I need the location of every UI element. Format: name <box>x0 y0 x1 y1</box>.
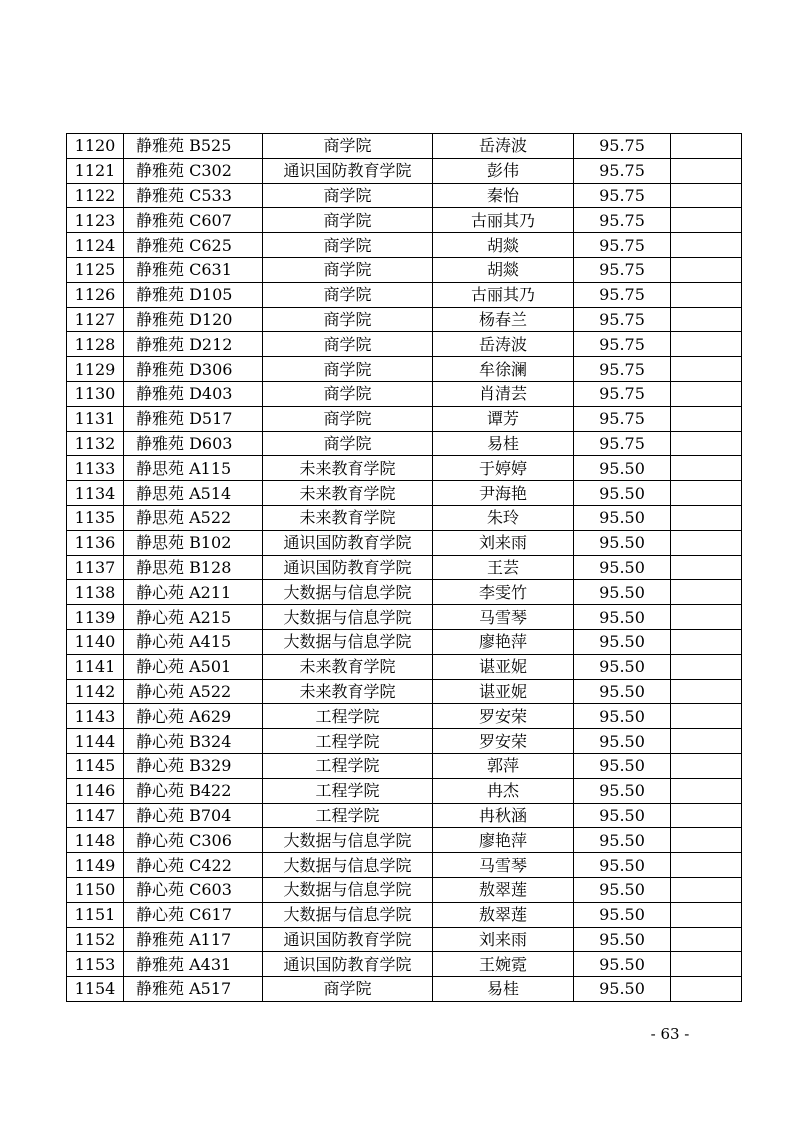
cell-dorm-room: 静雅苑 C302 <box>124 158 263 183</box>
cell-counselor-name: 王芸 <box>433 555 574 580</box>
cell-remark <box>671 629 742 654</box>
cell-counselor-name: 胡燚 <box>433 233 574 258</box>
table-row <box>67 605 742 630</box>
cell-serial-number: 1139 <box>67 605 124 630</box>
cell-counselor-name: 李雯竹 <box>433 580 574 605</box>
cell-remark <box>671 853 742 878</box>
cell-dorm-room: 静雅苑 A117 <box>124 927 263 952</box>
cell-score: 95.75 <box>574 381 671 406</box>
cell-remark <box>671 406 742 431</box>
cell-remark <box>671 729 742 754</box>
cell-dorm-room: 静雅苑 D603 <box>124 431 263 456</box>
cell-score: 95.50 <box>574 505 671 530</box>
cell-remark <box>671 381 742 406</box>
cell-dorm-room: 静雅苑 A517 <box>124 977 263 1002</box>
cell-score: 95.50 <box>574 753 671 778</box>
table-row <box>67 406 742 431</box>
cell-college: 商学院 <box>263 357 433 382</box>
table-row <box>67 332 742 357</box>
cell-dorm-room: 静心苑 B324 <box>124 729 263 754</box>
table-row <box>67 208 742 233</box>
cell-dorm-room: 静思苑 A115 <box>124 456 263 481</box>
dormitory-score-table <box>66 133 742 1002</box>
cell-serial-number: 1121 <box>67 158 124 183</box>
cell-dorm-room: 静心苑 A215 <box>124 605 263 630</box>
cell-counselor-name: 易桂 <box>433 977 574 1002</box>
table-row <box>67 828 742 853</box>
cell-dorm-room: 静心苑 C422 <box>124 853 263 878</box>
cell-dorm-room: 静雅苑 C625 <box>124 233 263 258</box>
cell-college: 通识国防教育学院 <box>263 158 433 183</box>
cell-serial-number: 1140 <box>67 629 124 654</box>
cell-score: 95.50 <box>574 530 671 555</box>
cell-remark <box>671 357 742 382</box>
cell-serial-number: 1128 <box>67 332 124 357</box>
table-row <box>67 927 742 952</box>
cell-dorm-room: 静心苑 A415 <box>124 629 263 654</box>
cell-counselor-name: 冉秋涵 <box>433 803 574 828</box>
table-row <box>67 233 742 258</box>
cell-serial-number: 1129 <box>67 357 124 382</box>
cell-counselor-name: 敖翠莲 <box>433 902 574 927</box>
table-row <box>67 580 742 605</box>
cell-dorm-room: 静雅苑 C607 <box>124 208 263 233</box>
cell-college: 工程学院 <box>263 729 433 754</box>
cell-dorm-room: 静雅苑 D120 <box>124 307 263 332</box>
cell-score: 95.50 <box>574 828 671 853</box>
cell-remark <box>671 654 742 679</box>
cell-counselor-name: 冉杰 <box>433 778 574 803</box>
cell-serial-number: 1145 <box>67 753 124 778</box>
cell-serial-number: 1137 <box>67 555 124 580</box>
cell-college: 商学院 <box>263 406 433 431</box>
table-row <box>67 357 742 382</box>
cell-counselor-name: 郭萍 <box>433 753 574 778</box>
cell-college: 商学院 <box>263 233 433 258</box>
cell-counselor-name: 朱玲 <box>433 505 574 530</box>
cell-college: 大数据与信息学院 <box>263 902 433 927</box>
cell-counselor-name: 彭伟 <box>433 158 574 183</box>
cell-remark <box>671 803 742 828</box>
cell-dorm-room: 静心苑 C603 <box>124 877 263 902</box>
cell-college: 未来教育学院 <box>263 456 433 481</box>
cell-dorm-room: 静雅苑 D306 <box>124 357 263 382</box>
cell-score: 95.75 <box>574 208 671 233</box>
cell-remark <box>671 158 742 183</box>
cell-dorm-room: 静雅苑 D105 <box>124 282 263 307</box>
cell-remark <box>671 431 742 456</box>
cell-serial-number: 1151 <box>67 902 124 927</box>
table-row <box>67 183 742 208</box>
cell-serial-number: 1147 <box>67 803 124 828</box>
cell-college: 商学院 <box>263 282 433 307</box>
cell-serial-number: 1122 <box>67 183 124 208</box>
cell-serial-number: 1124 <box>67 233 124 258</box>
cell-college: 工程学院 <box>263 704 433 729</box>
cell-counselor-name: 牟徐澜 <box>433 357 574 382</box>
cell-remark <box>671 902 742 927</box>
cell-serial-number: 1123 <box>67 208 124 233</box>
table-row <box>67 456 742 481</box>
cell-remark <box>671 952 742 977</box>
cell-counselor-name: 尹海艳 <box>433 481 574 506</box>
cell-college: 通识国防教育学院 <box>263 927 433 952</box>
page-number: - 63 - <box>650 1025 690 1043</box>
cell-counselor-name: 谌亚妮 <box>433 679 574 704</box>
cell-score: 95.50 <box>574 605 671 630</box>
cell-remark <box>671 505 742 530</box>
cell-serial-number: 1120 <box>67 134 124 159</box>
cell-counselor-name: 杨春兰 <box>433 307 574 332</box>
cell-serial-number: 1134 <box>67 481 124 506</box>
cell-score: 95.75 <box>574 233 671 258</box>
cell-serial-number: 1153 <box>67 952 124 977</box>
table-row <box>67 853 742 878</box>
cell-counselor-name: 肖清芸 <box>433 381 574 406</box>
cell-dorm-room: 静雅苑 D212 <box>124 332 263 357</box>
cell-score: 95.75 <box>574 158 671 183</box>
cell-serial-number: 1131 <box>67 406 124 431</box>
cell-remark <box>671 828 742 853</box>
cell-remark <box>671 481 742 506</box>
cell-college: 工程学院 <box>263 778 433 803</box>
cell-counselor-name: 易桂 <box>433 431 574 456</box>
cell-counselor-name: 罗安荣 <box>433 729 574 754</box>
cell-serial-number: 1136 <box>67 530 124 555</box>
cell-college: 大数据与信息学院 <box>263 580 433 605</box>
cell-dorm-room: 静雅苑 B525 <box>124 134 263 159</box>
cell-score: 95.50 <box>574 580 671 605</box>
cell-score: 95.75 <box>574 406 671 431</box>
cell-score: 95.50 <box>574 629 671 654</box>
table-row <box>67 257 742 282</box>
cell-college: 大数据与信息学院 <box>263 877 433 902</box>
cell-dorm-room: 静雅苑 C631 <box>124 257 263 282</box>
cell-college: 通识国防教育学院 <box>263 530 433 555</box>
cell-score: 95.50 <box>574 877 671 902</box>
table-row <box>67 977 742 1002</box>
cell-score: 95.50 <box>574 977 671 1002</box>
cell-college: 未来教育学院 <box>263 679 433 704</box>
table-row <box>67 158 742 183</box>
cell-score: 95.75 <box>574 332 671 357</box>
cell-college: 大数据与信息学院 <box>263 605 433 630</box>
cell-counselor-name: 谭芳 <box>433 406 574 431</box>
cell-score: 95.50 <box>574 853 671 878</box>
cell-remark <box>671 456 742 481</box>
cell-score: 95.75 <box>574 282 671 307</box>
cell-remark <box>671 233 742 258</box>
table-body <box>67 134 742 1002</box>
cell-remark <box>671 208 742 233</box>
cell-score: 95.50 <box>574 456 671 481</box>
cell-college: 大数据与信息学院 <box>263 853 433 878</box>
cell-score: 95.50 <box>574 803 671 828</box>
cell-score: 95.50 <box>574 555 671 580</box>
cell-college: 商学院 <box>263 208 433 233</box>
cell-serial-number: 1142 <box>67 679 124 704</box>
cell-college: 商学院 <box>263 977 433 1002</box>
table-row <box>67 902 742 927</box>
table-row <box>67 629 742 654</box>
cell-remark <box>671 605 742 630</box>
cell-score: 95.75 <box>574 183 671 208</box>
cell-serial-number: 1149 <box>67 853 124 878</box>
table-row <box>67 877 742 902</box>
cell-counselor-name: 胡燚 <box>433 257 574 282</box>
cell-college: 商学院 <box>263 381 433 406</box>
cell-serial-number: 1150 <box>67 877 124 902</box>
cell-remark <box>671 778 742 803</box>
cell-dorm-room: 静雅苑 D517 <box>124 406 263 431</box>
cell-score: 95.50 <box>574 704 671 729</box>
cell-remark <box>671 282 742 307</box>
cell-remark <box>671 927 742 952</box>
cell-remark <box>671 307 742 332</box>
cell-remark <box>671 183 742 208</box>
table-row <box>67 679 742 704</box>
cell-remark <box>671 530 742 555</box>
cell-dorm-room: 静雅苑 C533 <box>124 183 263 208</box>
table-row <box>67 803 742 828</box>
cell-score: 95.50 <box>574 654 671 679</box>
table-row <box>67 381 742 406</box>
cell-college: 商学院 <box>263 183 433 208</box>
cell-college: 商学院 <box>263 307 433 332</box>
cell-counselor-name: 岳涛波 <box>433 332 574 357</box>
cell-score: 95.50 <box>574 729 671 754</box>
table-row <box>67 307 742 332</box>
cell-counselor-name: 马雪琴 <box>433 605 574 630</box>
cell-remark <box>671 134 742 159</box>
cell-college: 大数据与信息学院 <box>263 828 433 853</box>
cell-serial-number: 1126 <box>67 282 124 307</box>
cell-score: 95.50 <box>574 481 671 506</box>
cell-college: 商学院 <box>263 431 433 456</box>
cell-serial-number: 1152 <box>67 927 124 952</box>
cell-score: 95.75 <box>574 431 671 456</box>
cell-counselor-name: 秦怡 <box>433 183 574 208</box>
cell-counselor-name: 谌亚妮 <box>433 654 574 679</box>
table-row <box>67 952 742 977</box>
cell-score: 95.50 <box>574 679 671 704</box>
cell-college: 工程学院 <box>263 753 433 778</box>
cell-score: 95.50 <box>574 778 671 803</box>
cell-dorm-room: 静思苑 B102 <box>124 530 263 555</box>
cell-score: 95.50 <box>574 902 671 927</box>
cell-remark <box>671 555 742 580</box>
cell-dorm-room: 静心苑 B329 <box>124 753 263 778</box>
cell-dorm-room: 静心苑 A629 <box>124 704 263 729</box>
cell-remark <box>671 977 742 1002</box>
cell-remark <box>671 679 742 704</box>
cell-serial-number: 1135 <box>67 505 124 530</box>
cell-serial-number: 1148 <box>67 828 124 853</box>
cell-dorm-room: 静心苑 A501 <box>124 654 263 679</box>
cell-dorm-room: 静思苑 A514 <box>124 481 263 506</box>
cell-dorm-room: 静思苑 A522 <box>124 505 263 530</box>
cell-counselor-name: 古丽其乃 <box>433 282 574 307</box>
cell-score: 95.75 <box>574 257 671 282</box>
cell-dorm-room: 静心苑 B704 <box>124 803 263 828</box>
cell-dorm-room: 静心苑 C306 <box>124 828 263 853</box>
cell-dorm-room: 静雅苑 A431 <box>124 952 263 977</box>
cell-counselor-name: 马雪琴 <box>433 853 574 878</box>
cell-serial-number: 1138 <box>67 580 124 605</box>
cell-counselor-name: 廖艳萍 <box>433 828 574 853</box>
cell-college: 通识国防教育学院 <box>263 952 433 977</box>
cell-college: 商学院 <box>263 332 433 357</box>
cell-dorm-room: 静心苑 A211 <box>124 580 263 605</box>
cell-counselor-name: 于婷婷 <box>433 456 574 481</box>
cell-serial-number: 1132 <box>67 431 124 456</box>
cell-remark <box>671 332 742 357</box>
cell-serial-number: 1143 <box>67 704 124 729</box>
cell-counselor-name: 王婉霓 <box>433 952 574 977</box>
cell-college: 通识国防教育学院 <box>263 555 433 580</box>
table-row <box>67 282 742 307</box>
cell-counselor-name: 刘来雨 <box>433 530 574 555</box>
cell-college: 商学院 <box>263 134 433 159</box>
cell-counselor-name: 廖艳萍 <box>433 629 574 654</box>
table-row <box>67 134 742 159</box>
cell-score: 95.75 <box>574 307 671 332</box>
cell-score: 95.75 <box>574 134 671 159</box>
cell-serial-number: 1144 <box>67 729 124 754</box>
cell-dorm-room: 静心苑 B422 <box>124 778 263 803</box>
table-row <box>67 431 742 456</box>
table-row <box>67 778 742 803</box>
cell-dorm-room: 静心苑 A522 <box>124 679 263 704</box>
cell-dorm-room: 静心苑 C617 <box>124 902 263 927</box>
cell-score: 95.75 <box>574 357 671 382</box>
cell-score: 95.50 <box>574 927 671 952</box>
cell-remark <box>671 257 742 282</box>
cell-college: 工程学院 <box>263 803 433 828</box>
cell-college: 未来教育学院 <box>263 505 433 530</box>
cell-college: 未来教育学院 <box>263 654 433 679</box>
table-row <box>67 530 742 555</box>
table-row <box>67 555 742 580</box>
cell-serial-number: 1130 <box>67 381 124 406</box>
cell-dorm-room: 静雅苑 D403 <box>124 381 263 406</box>
cell-remark <box>671 753 742 778</box>
cell-dorm-room: 静思苑 B128 <box>124 555 263 580</box>
cell-counselor-name: 罗安荣 <box>433 704 574 729</box>
cell-college: 商学院 <box>263 257 433 282</box>
cell-serial-number: 1154 <box>67 977 124 1002</box>
cell-counselor-name: 刘来雨 <box>433 927 574 952</box>
table-row <box>67 729 742 754</box>
table-row <box>67 753 742 778</box>
cell-serial-number: 1127 <box>67 307 124 332</box>
cell-serial-number: 1133 <box>67 456 124 481</box>
table-row <box>67 654 742 679</box>
table-row <box>67 481 742 506</box>
cell-college: 未来教育学院 <box>263 481 433 506</box>
cell-serial-number: 1146 <box>67 778 124 803</box>
cell-score: 95.50 <box>574 952 671 977</box>
cell-counselor-name: 敖翠莲 <box>433 877 574 902</box>
table-row <box>67 505 742 530</box>
table-row <box>67 704 742 729</box>
cell-serial-number: 1125 <box>67 257 124 282</box>
cell-remark <box>671 877 742 902</box>
cell-college: 大数据与信息学院 <box>263 629 433 654</box>
cell-remark <box>671 704 742 729</box>
cell-counselor-name: 古丽其乃 <box>433 208 574 233</box>
cell-remark <box>671 580 742 605</box>
cell-counselor-name: 岳涛波 <box>433 134 574 159</box>
cell-serial-number: 1141 <box>67 654 124 679</box>
